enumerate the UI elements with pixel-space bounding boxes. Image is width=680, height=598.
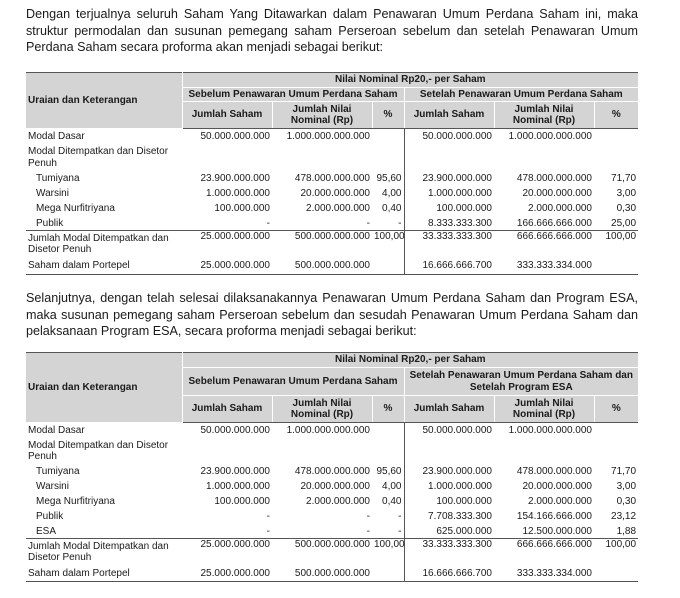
col-jumlah-saham-after: Jumlah Saham [404, 396, 494, 423]
cell-value [372, 129, 404, 144]
group-after-header: Setelah Penawaran Umum Perdana Saham [404, 88, 638, 102]
cell-value: 23.900.000.000 [200, 173, 270, 185]
cell-value: 8.333.333.300 [404, 217, 494, 231]
table-row [26, 202, 638, 217]
nominal-value-header: Nilai Nominal Rp20,- per Saham [182, 353, 638, 368]
cell-value: - [398, 217, 402, 229]
cell-value: - [266, 511, 270, 523]
esa-paragraph: Selanjutnya, dengan telah selesai dilaksanakannya Penawaran Umum Perdana Saham dan Program ESA, maka susunan pemegang saham Perseroan sebelum dan sesudah Penawaran Umum Perdana Saham dan pelaksanaan Program ESA, secara proforma menjadi sebagai berikut: [26, 291, 638, 338]
col-jumlah-nilai-before: Jumlah Nilai Nominal (Rp) [272, 396, 372, 423]
cell-value: - [366, 217, 370, 229]
row-label: ESA [36, 525, 57, 537]
cell-value: 4,00 [382, 481, 402, 493]
cell-value: 25,00 [611, 217, 637, 229]
col-pct-before: % [372, 102, 404, 129]
cell-value: 20.000.000.000 [300, 188, 370, 200]
row-label: Tumiyana [36, 466, 80, 478]
cell-value: 1.000.000.000 [404, 187, 494, 202]
cell-value: 50.000.000.000 [200, 424, 270, 436]
cell-value: 12.500.000.000 [522, 525, 592, 537]
cell-value: 50.000.000.000 [404, 129, 494, 144]
cell-value: 1.000.000.000 [206, 188, 270, 200]
cell-value: 3,00 [616, 481, 637, 493]
cell-value: - [366, 525, 370, 537]
cell-value: 50.000.000.000 [404, 423, 494, 438]
row-label: Publik [36, 217, 64, 229]
row-label: Modal Dasar [28, 130, 85, 142]
table-row [26, 525, 638, 539]
cell-value: 16.666.666.700 [404, 258, 494, 275]
row-label: Modal Ditempatkan dan Disetor Penuh [28, 146, 169, 169]
cell-value: - [366, 511, 370, 523]
cell-value: 333.333.334.000 [494, 258, 594, 275]
cell-value [594, 129, 638, 144]
table-row [26, 495, 638, 510]
cell-value: 100,00 [372, 539, 404, 566]
cell-value: 0,30 [616, 496, 637, 508]
cell-value: 100.000.000 [404, 495, 494, 510]
cell-value: 478.000.000.000 [294, 466, 370, 478]
cell-value: 100.000.000 [214, 496, 270, 508]
col-jumlah-saham-before: Jumlah Saham [182, 396, 272, 423]
cell-value: 20.000.000.000 [522, 188, 592, 200]
cell-value: 1.000.000.000.000 [286, 130, 370, 142]
cell-value [594, 423, 638, 438]
cell-value: 500.000.000.000 [272, 231, 372, 258]
cell-value [372, 423, 404, 438]
table-row [26, 217, 638, 231]
col-jumlah-nilai-after: Jumlah Nilai Nominal (Rp) [494, 102, 594, 129]
cell-value: 1.000.000.000.000 [508, 130, 592, 142]
table-row [26, 438, 638, 465]
cell-value: 100,00 [594, 539, 638, 566]
group-after-header: Setelah Penawaran Umum Perdana Saham dan Setelah Program ESA [404, 368, 638, 396]
shareholding-table-ipo [26, 72, 638, 275]
cell-value: 23.900.000.000 [200, 466, 270, 478]
row-label: Warsini [36, 188, 69, 200]
col-jumlah-nilai-before: Jumlah Nilai Nominal (Rp) [272, 102, 372, 129]
row-label: Saham dalam Portepel [26, 258, 182, 275]
cell-value: 625.000.000 [404, 525, 494, 539]
nominal-value-header: Nilai Nominal Rp20,- per Saham [182, 73, 638, 88]
cell-value: 0,40 [382, 496, 402, 508]
cell-value: 16.666.666.700 [404, 566, 494, 582]
cell-value: 2.000.000.000 [528, 203, 592, 215]
cell-value: 3,00 [616, 188, 637, 200]
cell-value: 500.000.000.000 [272, 566, 372, 582]
col-jumlah-saham-before: Jumlah Saham [182, 102, 272, 129]
table-row [26, 465, 638, 480]
cell-value: 1,88 [616, 525, 637, 537]
cell-value: 20.000.000.000 [522, 481, 592, 493]
cell-value: 100.000.000 [214, 203, 270, 215]
table-row [26, 187, 638, 202]
cell-value [594, 566, 638, 582]
col-pct-after: % [594, 102, 638, 129]
cell-value: 666.666.666.000 [494, 231, 594, 258]
cell-value: 50.000.000.000 [200, 130, 270, 142]
cell-value: 1.000.000.000 [404, 480, 494, 495]
cell-value [372, 566, 404, 582]
table-row [26, 566, 638, 582]
row-label: Jumlah Modal Ditempatkan dan Disetor Penuh [26, 539, 182, 566]
cell-value: 1.000.000.000.000 [286, 424, 370, 436]
cell-value: 0,30 [616, 203, 637, 215]
cell-value: 0,40 [382, 203, 402, 215]
cell-value: - [398, 525, 402, 537]
cell-value: 500.000.000.000 [272, 539, 372, 566]
cell-value: 25.000.000.000 [182, 539, 272, 566]
cell-value: 23.900.000.000 [404, 465, 494, 480]
cell-value: - [398, 511, 402, 523]
cell-value [372, 258, 404, 275]
row-label: Modal Ditempatkan dan Disetor Penuh [28, 439, 169, 462]
cell-value: 666.666.666.000 [494, 539, 594, 566]
cell-value: 2.000.000.000 [306, 203, 370, 215]
table-row [26, 129, 638, 144]
table-row [26, 172, 638, 187]
cell-value: 25.000.000.000 [182, 231, 272, 258]
cell-value: 71,70 [611, 173, 637, 185]
col-uraian-header: Uraian dan Keterangan [26, 353, 182, 423]
cell-value: 333.333.334.000 [494, 566, 594, 582]
cell-value: 1.000.000.000.000 [508, 424, 592, 436]
col-jumlah-nilai-after: Jumlah Nilai Nominal (Rp) [494, 396, 594, 423]
cell-value: 100.000.000 [404, 202, 494, 217]
intro-paragraph: Dengan terjualnya seluruh Saham Yang Ditawarkan dalam Penawaran Umum Perdana Saham ini, maka struktur permodalan dan susunan pemegang saham Perseroan sebelum dan setelah Penawaran Umum Perdana Saham secara proforma akan menjadi sebagai berikut: [26, 7, 638, 54]
cell-value: 500.000.000.000 [272, 258, 372, 275]
cell-value: 2.000.000.000 [306, 496, 370, 508]
cell-value: 1.000.000.000 [206, 481, 270, 493]
row-label: Mega Nurfitriyana [36, 496, 115, 508]
cell-value: 4,00 [382, 188, 402, 200]
row-label: Warsini [36, 481, 69, 493]
cell-value: 25.000.000.000 [182, 258, 272, 275]
cell-value: 478.000.000.000 [294, 173, 370, 185]
cell-value: 100,00 [594, 231, 638, 258]
table-row [26, 231, 638, 258]
col-jumlah-saham-after: Jumlah Saham [404, 102, 494, 129]
col-pct-after: % [594, 396, 638, 423]
cell-value: 7.708.333.300 [404, 510, 494, 525]
row-label: Jumlah Modal Ditempatkan dan Disetor Penuh [26, 231, 182, 258]
cell-value: 154.166.666.000 [516, 511, 592, 523]
table-row [26, 510, 638, 525]
cell-value: 25.000.000.000 [182, 566, 272, 582]
cell-value: 95,60 [376, 173, 402, 185]
table-row [26, 539, 638, 566]
cell-value: 33.333.333.300 [404, 539, 494, 566]
row-label: Saham dalam Portepel [26, 566, 182, 582]
cell-value: 166.666.666.000 [516, 217, 592, 229]
col-uraian-header: Uraian dan Keterangan [26, 73, 182, 129]
cell-value [594, 258, 638, 275]
cell-value: 478.000.000.000 [516, 466, 592, 478]
row-label: Tumiyana [36, 173, 80, 185]
shareholding-table-ipo-esa [26, 352, 638, 582]
cell-value: - [266, 525, 270, 537]
cell-value: 2.000.000.000 [528, 496, 592, 508]
col-pct-before: % [372, 396, 404, 423]
cell-value: 100,00 [372, 231, 404, 258]
cell-value: 71,70 [611, 466, 637, 478]
cell-value: 478.000.000.000 [516, 173, 592, 185]
table-row [26, 423, 638, 438]
row-label: Mega Nurfitriyana [36, 203, 115, 215]
row-label: Modal Dasar [28, 424, 85, 436]
cell-value: 23.900.000.000 [404, 172, 494, 187]
row-label: Publik [36, 511, 64, 523]
table-row [26, 480, 638, 495]
cell-value: 20.000.000.000 [300, 481, 370, 493]
cell-value: 23,12 [611, 511, 637, 523]
cell-value: 33.333.333.300 [404, 231, 494, 258]
group-before-header: Sebelum Penawaran Umum Perdana Saham [182, 88, 404, 102]
table-row [26, 144, 638, 172]
cell-value: 95,60 [376, 466, 402, 478]
table-row [26, 258, 638, 275]
cell-value: - [266, 217, 270, 229]
group-before-header: Sebelum Penawaran Umum Perdana Saham [182, 368, 404, 396]
